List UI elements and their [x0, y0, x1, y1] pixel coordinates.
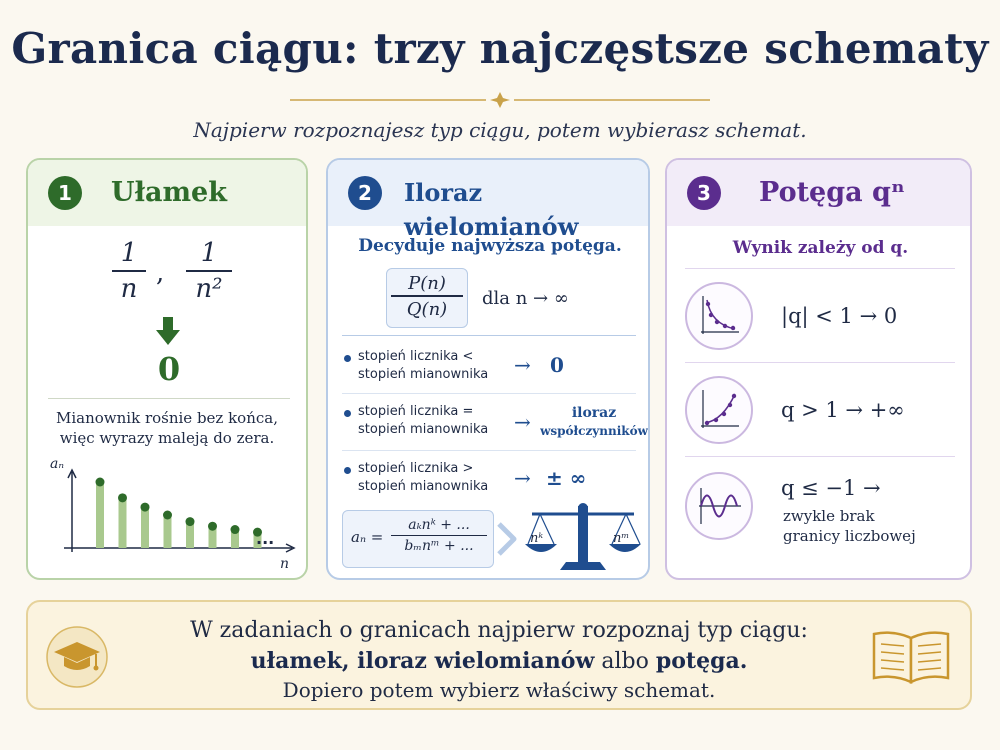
- case-line: stopień mianownika: [358, 479, 489, 494]
- card-header: [667, 160, 970, 226]
- chevron-right-icon: [496, 522, 518, 556]
- card-number-badge: 1: [48, 176, 82, 210]
- case-greater-text: [358, 460, 488, 496]
- case-line: stopień licznika >: [358, 461, 474, 476]
- case-result: ± ∞: [546, 466, 587, 490]
- page-title: Granica ciągu: trzy najczęstsze schematy: [11, 24, 989, 73]
- case-line: stopień licznika <: [358, 349, 474, 364]
- fraction-example-2: [186, 238, 232, 304]
- chart-bars: [96, 478, 263, 549]
- fraction-numerator: 1: [112, 238, 146, 272]
- rule-note-line: granicy liczbowej: [783, 527, 916, 545]
- case-equal-text: [358, 403, 488, 439]
- card-polynomial-quotient: [326, 158, 650, 580]
- sequence-point: [118, 493, 127, 502]
- formula-lhs: aₙ =: [351, 528, 384, 546]
- card-power: [665, 158, 972, 580]
- fraction-numerator: P(n): [391, 273, 463, 297]
- rule-oscillation-note: [783, 506, 916, 546]
- fraction-denominator: bₘnᵐ + ...: [404, 538, 474, 554]
- power-lead: Wynik zależy od q.: [732, 238, 909, 258]
- footer-line-1: W zadaniach o granicach najpierw rozpoznaj typ ciągu:: [190, 618, 808, 643]
- scale-left-label: nᵏ: [530, 531, 544, 546]
- down-arrow-icon: [156, 317, 180, 347]
- balance-scale-icon: [524, 500, 642, 578]
- sequence-bar: [96, 482, 104, 548]
- case-result-line: współczynników: [540, 424, 648, 438]
- summary-footer: [26, 600, 972, 710]
- divider: [685, 268, 955, 269]
- decay-graph-icon: [685, 282, 753, 350]
- rule-growth: q > 1 → +∞: [781, 398, 905, 422]
- sequence-point: [186, 517, 195, 526]
- fraction-denominator: Q(n): [406, 299, 448, 320]
- fraction-numerator: aₖnᵏ + ...: [391, 517, 487, 536]
- fraction-result: 0: [157, 350, 181, 388]
- formula-fraction: [391, 517, 487, 554]
- rule-decay: |q| < 1 → 0: [781, 304, 898, 328]
- divider: [342, 450, 636, 451]
- bullet-icon: [344, 355, 351, 362]
- quotient-lead: Decyduje najwyższa potęga.: [358, 236, 622, 256]
- growth-graph-icon: [685, 376, 753, 444]
- divider: [685, 362, 955, 363]
- divider: [685, 456, 955, 457]
- chart-y-label: aₙ: [50, 456, 65, 472]
- card-header: [328, 160, 648, 241]
- sequence-point: [141, 503, 150, 512]
- quotient-limit-label: dla n → ∞: [482, 288, 569, 309]
- footer-text: albo: [594, 649, 656, 674]
- footer-emphasis: potęga.: [655, 648, 748, 674]
- card-title: Potęga qⁿ: [759, 177, 905, 208]
- case-line: stopień licznika =: [358, 404, 474, 419]
- sequence-point: [96, 478, 105, 487]
- rule-oscillation: q ≤ −1 →: [781, 476, 881, 500]
- sequence-point: [208, 522, 217, 531]
- case-less-text: [358, 348, 488, 384]
- sequence-bar: [141, 507, 149, 548]
- bullet-icon: [344, 410, 351, 417]
- card-fraction: [26, 158, 308, 580]
- sequence-point: [163, 511, 172, 520]
- fraction-separator: ,: [156, 258, 165, 288]
- fraction-denominator: n²: [195, 274, 223, 304]
- bullet-icon: [344, 467, 351, 474]
- case-arrow: →: [514, 466, 531, 490]
- card-number-badge: 2: [348, 176, 382, 210]
- sequence-chart: [44, 456, 300, 572]
- case-result-line: iloraz: [571, 405, 617, 421]
- fraction-denominator: n: [120, 274, 138, 304]
- open-book-icon: [870, 628, 952, 686]
- divider: [342, 393, 636, 394]
- chart-ellipsis: ...: [256, 529, 275, 548]
- case-arrow: →: [514, 410, 531, 434]
- case-result: [540, 404, 648, 440]
- scale-right-label: nᵐ: [613, 531, 630, 546]
- fraction-note-line2: więc wyrazy maleją do zera.: [59, 429, 275, 447]
- fraction-note-line1: Mianownik rośnie bez końca,: [56, 409, 278, 427]
- card-header: [28, 160, 306, 226]
- sequence-point: [231, 525, 240, 534]
- case-arrow: →: [514, 353, 531, 377]
- case-line: stopień mianownika: [358, 367, 489, 382]
- title-divider: [290, 92, 710, 108]
- sequence-bar: [119, 498, 127, 548]
- fraction-numerator: 1: [186, 238, 232, 272]
- footer-emphasis: ułamek, iloraz wielomianów: [250, 648, 595, 674]
- fraction-example-1: [112, 238, 146, 304]
- divider: [342, 335, 636, 336]
- oscillation-graph-icon: [685, 472, 753, 540]
- sequence-bar: [164, 515, 172, 548]
- page-subtitle: Najpierw rozpoznajesz typ ciągu, potem wybierasz schemat.: [193, 118, 807, 142]
- case-line: stopień mianownika: [358, 422, 489, 437]
- card-title: Ułamek: [111, 177, 227, 208]
- footer-line-3: Dopiero potem wybierz właściwy schemat.: [282, 678, 716, 702]
- quotient-fraction: [391, 273, 463, 320]
- card-title: Iloraz wielomianów: [404, 178, 579, 241]
- formula-box: [342, 510, 494, 568]
- footer-line-2: [28, 648, 970, 674]
- chart-x-label: n: [280, 556, 290, 572]
- quotient-fraction-box: [386, 268, 468, 328]
- rule-note-line: zwykle brak: [783, 507, 875, 525]
- card-number-badge: 3: [687, 176, 721, 210]
- divider: [48, 398, 290, 399]
- case-result: 0: [550, 353, 564, 377]
